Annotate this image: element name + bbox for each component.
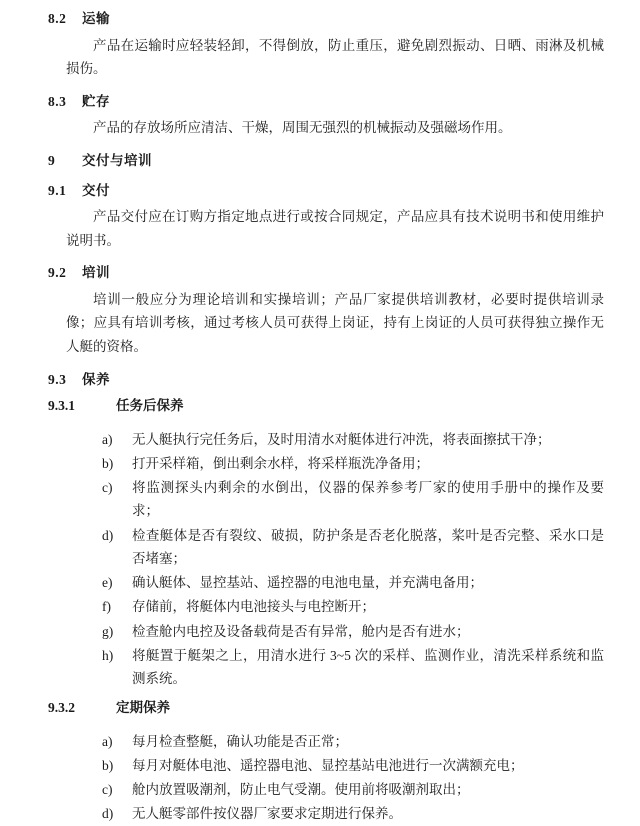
list-item-text: 每月检查整艇，确认功能是否正常； xyxy=(132,733,348,749)
subsection-heading xyxy=(48,397,610,415)
paragraph: 产品的存放场所应清洁、干燥，周围无强烈的机械振动及强磁场作用。 xyxy=(93,120,512,136)
list-item-text: 打开采样箱，倒出剩余水样，将采样瓶洗净备用； xyxy=(132,456,429,472)
section-title: 保养 xyxy=(82,371,110,387)
section-title: 运输 xyxy=(82,11,110,26)
section-title: 交付 xyxy=(82,182,110,198)
section-heading xyxy=(48,93,610,111)
spacer xyxy=(48,723,610,730)
list-item xyxy=(102,595,604,618)
section-title: 贮存 xyxy=(82,93,110,109)
list-item-text: 无人艇执行完任务后，及时用清水对艇体进行冲洗，将表面擦拭干净； xyxy=(132,431,551,447)
list-item xyxy=(102,452,604,475)
list-item-text: 每月对艇体电池、遥控器电池、显控基站电池进行一次满额充电； xyxy=(132,758,524,773)
section-9 xyxy=(48,152,610,170)
spacer xyxy=(48,421,610,428)
list-item-text: 将监测探头内剩余的水倒出，仪器的保养参考厂家的使用手册中的操作及要求； xyxy=(132,480,604,519)
list-marker: d) xyxy=(102,806,114,822)
list-item xyxy=(102,730,604,753)
list-marker: f) xyxy=(102,599,111,615)
section-8-2 xyxy=(48,10,610,81)
subsection-number: 9.3.1 xyxy=(48,398,75,414)
list-item xyxy=(102,476,604,522)
list-9-3-1 xyxy=(48,428,610,690)
paragraph: 产品交付应在订购方指定地点进行或按合同规定，产品应具有技术说明书和使用维护说明书。 xyxy=(66,209,604,248)
list-item xyxy=(102,754,604,777)
list-item xyxy=(102,802,604,825)
section-number: 8.2 xyxy=(48,11,67,26)
section-title: 交付与培训 xyxy=(82,152,152,168)
subsection-heading xyxy=(48,699,610,717)
list-item-text: 将艇置于艇架之上，用清水进行 3~5 次的采样、监测作业，清洗采样系统和监测系统。 xyxy=(132,647,604,687)
section-number: 9.3 xyxy=(48,371,67,387)
section-number: 9 xyxy=(48,152,56,168)
section-number: 8.3 xyxy=(48,93,67,109)
list-item-text: 存储前，将艇体内电池接头与电控断开； xyxy=(132,599,375,615)
list-marker: a) xyxy=(102,431,113,447)
subsection-title: 定期保养 xyxy=(116,700,170,716)
paragraph: 培训一般应分为理论培训和实操培训；产品厂家提供培训教材，必要时提供培训录像；应具有培训考核，通过考核人员可获得上岗证，持有上岗证的人员可获得独立操作无人艇的资格。 xyxy=(66,291,604,355)
section-number: 9.1 xyxy=(48,182,67,198)
list-item-text: 舱内放置吸潮剂，防止电气受潮。使用前将吸潮剂取出； xyxy=(132,782,470,798)
list-marker: c) xyxy=(102,480,113,496)
section-heading xyxy=(48,152,610,170)
list-item-text: 检查舱内电控及设备载荷是否有异常，舱内是否有进水； xyxy=(132,623,470,639)
paragraph: 产品在运输时应轻装轻卸，不得倒放，防止重压，避免剧烈振动、日晒、雨淋及机械损伤。 xyxy=(66,37,604,77)
subsection-9-3-1 xyxy=(48,397,610,690)
section-heading xyxy=(48,264,610,282)
subsection-title: 任务后保养 xyxy=(116,398,184,414)
list-marker: g) xyxy=(102,623,114,639)
section-9-1 xyxy=(48,182,610,253)
list-item xyxy=(102,428,604,451)
section-heading xyxy=(48,182,610,200)
list-9-3-2 xyxy=(48,730,610,826)
list-item xyxy=(102,524,604,570)
section-number: 9.2 xyxy=(48,265,67,281)
list-item xyxy=(102,571,604,594)
list-marker: b) xyxy=(102,456,114,472)
list-item-text: 无人艇零部件按仪器厂家要求定期进行保养。 xyxy=(132,806,402,822)
list-marker: h) xyxy=(102,647,114,663)
list-marker: e) xyxy=(102,575,113,591)
list-item xyxy=(102,644,604,690)
list-marker: b) xyxy=(102,758,114,773)
section-heading xyxy=(48,10,610,28)
list-marker: a) xyxy=(102,733,113,749)
list-item xyxy=(102,620,604,643)
list-marker: c) xyxy=(102,782,113,798)
subsection-9-3-2 xyxy=(48,699,610,825)
list-item-text: 检查艇体是否有裂纹、破损，防护条是否老化脱落，桨叶是否完整、采水口是否堵塞； xyxy=(132,527,604,566)
list-item-text: 确认艇体、显控基站、遥控器的电池电量，并充满电备用； xyxy=(132,575,483,591)
section-heading xyxy=(48,371,610,389)
section-8-3 xyxy=(48,93,610,140)
section-9-3 xyxy=(48,371,610,389)
subsection-number: 9.3.2 xyxy=(48,700,75,716)
list-marker: d) xyxy=(102,527,114,543)
section-9-2 xyxy=(48,264,610,358)
section-title: 培训 xyxy=(82,265,110,281)
